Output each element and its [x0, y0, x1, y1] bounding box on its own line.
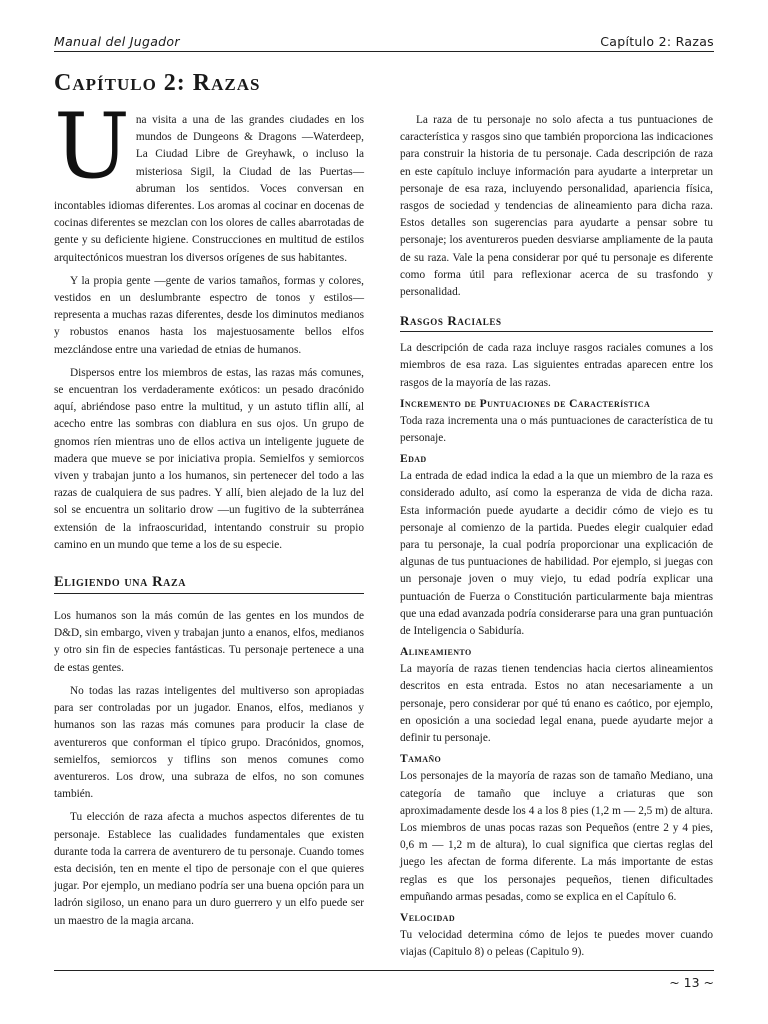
subheading-speed: Velocidad [400, 911, 456, 924]
subheading-alignment: Alineamiento [400, 646, 472, 659]
subheading-size: Tamaño [400, 753, 442, 766]
paragraph: Tu velocidad determina cómo de lejos te puedes mover cuando viajas (Capitulo 8) o peleas (Capitulo 9). [400, 928, 713, 959]
paragraph: Los personajes de la mayoría de razas son de tamaño Mediano, una categoría de tamaño que incluye a criaturas que son aproximadamente desde los 4 a los 8 pies (1,2 m — 2,5 m) de altura. Los miembros de unas pocas razas son Pequeños (entre 2 y 4 pies, 0,6 m — 1,2 m de altura), lo cual significa que ciertas reglas del juego les afectan de forma diferente. La más importante de estas reglas es que los personajes pequeños, tienen dificultades empuñando armas pesadas, como se explica en el Capítulo 6. [400, 770, 713, 903]
page-number: ~ 13 ~ [669, 975, 714, 990]
subheading-ability-score-increase: Incremento de Puntuaciones de Característica [400, 397, 651, 410]
paragraph: La entrada de edad indica la edad a la que un miembro de la raza es considerado adulto, así como la esperanza de vida de dicha raza. Esta información puede ayudarte a decidir cómo de viejo es tu personaje al comienzo de la partida. Puedes elegir cualquier edad para tu personaje, la cual podría proporcionar una explicación de algunas de tus puntuaciones de habilidad. Por ejemplo, si juegas con un personaje joven o muy viejo, tu edad podría explicar una puntuación de Fuerza o Constitución particularmente baja mientras que una edad avanzada podría considerarse para una gran puntuación de Inteligencia o Sabiduría. [400, 470, 713, 638]
paragraph: Los humanos son la más común de las gentes en los mundos de D&D, sin embargo, viven y trabajan junto a enanos, elfos, medianos y otro sin fin de especies fantásticas. Tu personaje pertenece a una de estas gentes. [54, 610, 364, 674]
paragraph: No todas las razas inteligentes del multiverso son apropiadas para ser controladas por un jugador. Enanos, elfos, medianos y humanos son las razas más comunes para producir la clase de aventureros que conforman el típico grupo. Dracónidos, gnomos, semielfos, semiorcos y tiflins son menos comunes como aventureros. Los drow, una subraza de elfos, no son comunes también. [54, 684, 364, 801]
section-heading-choosing-race: Eligiendo una Raza [54, 574, 364, 594]
paragraph: La raza de tu personaje no solo afecta a tus puntuaciones de característica y rasgos sino que también proporciona las indicaciones para construir la historia de tu personaje. Cada descripción de raza en este capítulo incluye información para ayudarte a interpretar un personaje de esa raza, incluyendo personalidad, apariencia física, rasgos de sociedad y tendencias de alineamiento para dicha raza. Estos detalles son sugerencias para ayudarte a pensar sobre tu personaje; los aventureros pueden desviarse ampliamente de la pauta de su raza. Vale la pena considerar por qué tu personaje es diferente como forma útil para reflexionar acerca de su trasfondo y personalidad. [400, 114, 713, 299]
paragraph: Tu elección de raza afecta a muchos aspectos diferentes de tu personaje. Establece las cualidades fundamentales que existen durante toda la carrera de aventurero de tu personaje. Cuando tomes esta decisión, ten en mente el tipo de personaje con el que quieres jugar. Por ejemplo, un mediano podría ser una buena opción para un ladrón sigiloso, un enano para un duro guerrero y un elfo puede ser un maestro de la magia arcana. [54, 811, 364, 927]
header-book-title: Manual del Jugador [54, 34, 180, 49]
intro-text: na visita a una de las grandes ciudades en los mundos de Dungeons & Dragons —Waterdeep, La Ciudad Libre de Greyhawk, o incluso la misteriosa Sigil, la Ciudad de las Puertas— abruman los sentidos. Voces conversan en incontables idiomas diferentes. Los aromas al cocinar en docenas de cocinas diferentes se mezclan con los olores de calles abarrotadas de gente y su deficiente higiene. Construcciones en multitud de estilos arquitectónicos muestran los diversos orígenes de sus habitantes. [54, 114, 364, 264]
paragraph: La mayoría de razas tienen tendencias hacia ciertos alineamientos descritos en esta entrada. Estos no atan necesariamente a un personaje, pero considerar por qué tú enano es caótico, por ejemplo, en oposición a una sociedad legal enana, puede ayudarte mejor a definir tu personaje. [400, 663, 713, 745]
left-column [54, 94, 364, 936]
subheading-age: Edad [400, 453, 427, 466]
drop-cap: U [54, 94, 130, 199]
header-chapter-title: Capítulo 2: Razas [600, 34, 714, 49]
paragraph: Toda raza incrementa una o más puntuaciones de característica de tu personaje. [400, 414, 713, 445]
right-column [400, 112, 713, 967]
footer-rule [54, 970, 714, 971]
paragraph: Dispersos entre los miembros de estas, las razas más comunes, se encuentran los verdaderamente exóticos: un pesado dracónido aquí, abriéndose paso entre la multitud, y un astuto tiflin allí, al acecho entre las sombras con diablura en sus ojos. Un grupo de gnomos ríen mientras uno de ellos activa un inteligente juguete de madera que mueve se por iniciativa propia. Semielfos y semiorcos viven y trabajan junto a los humanos, sin pertenecer del todo a las razas de cualquiera de sus padres. Y allí, bien alejado de la luz del sol se encuentra un solitario drow —un fugitivo de la subterránea extensión de la infraoscuridad, intentando construir su propio camino en un mundo que teme a los de su especie. [54, 366, 364, 551]
header-rule [54, 51, 714, 52]
intro-paragraph [54, 94, 364, 267]
chapter-title: Capítulo 2: Razas [54, 70, 261, 96]
running-header [54, 34, 714, 52]
paragraph: La descripción de cada raza incluye rasgos raciales comunes a los miembros de esa raza. Las siguientes entradas aparecen entre los rasgos de la mayoría de las razas. [400, 342, 713, 389]
paragraph: Y la propia gente —gente de varios tamaños, formas y colores, vestidos en un deslumbrante espectro de tonos y estilos— representa a muchas razas diferentes, desde los diminutos medianos y robustos enanos hasta los majestuosamente bellos elfos mezclándose entre una variedad de etnias de humanos. [54, 274, 364, 356]
section-heading-racial-traits: Rasgos Raciales [400, 313, 713, 332]
